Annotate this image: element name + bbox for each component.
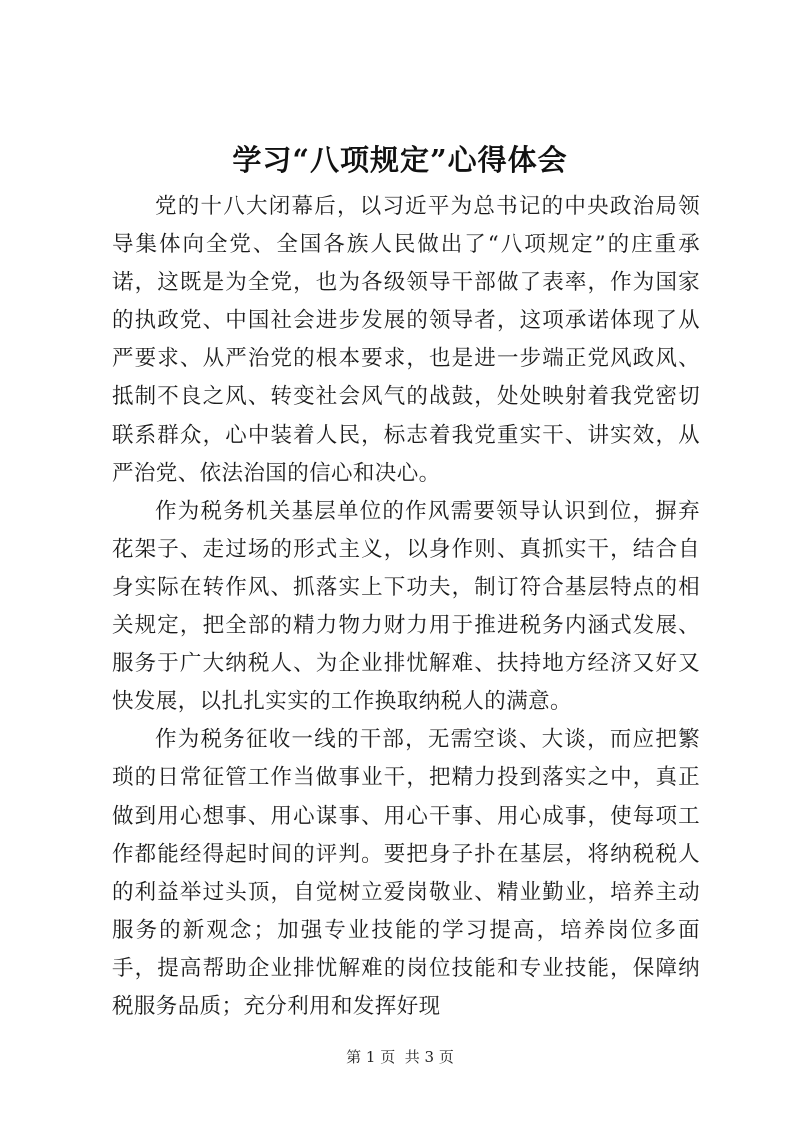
paragraph-3: 作为税务征收一线的干部，无需空谈、大谈，而应把繁琐的日常征管工作当做事业干，把精力投到落实之中，真正做到用心想事、用心谋事、用心干事、用心成事，使每项工作都能经得起时间的评判。要把身子扑在基层，将纳税税人的利益举过头顶，自觉树立爱岗敬业、精业勤业，培养主动服务的新观念；加强专业技能的学习提高，培养岗位多面手，提高帮助企业排忧解难的岗位技能和专业技能，保障纳税服务品质；充分利用和发挥好现 (112, 727, 700, 1019)
page-number-footer: 第 1 页 共 3 页 (346, 1048, 454, 1066)
paragraph-2: 作为税务机关基层单位的作风需要领导认识到位，摒弃花架子、走过场的形式主义，以身作则、真抓实干，结合自身实际在转作风、抓落实上下功夫，制订符合基层特点的相关规定，把全部的精力物力财力用于推进税务内涵式发展、服务于广大纳税人、为企业排忧解难、扶持地方经济又好又快发展，以扎扎实实的工作换取纳税人的满意。 (112, 498, 700, 715)
document-body (112, 188, 700, 1026)
document-title: 学习“八项规定”心得体会 (232, 143, 568, 177)
paragraph-1: 党的十八大闭幕后，以习近平为总书记的中央政治局领导集体向全党、全国各族人民做出了“八项规定”的庄重承诺，这既是为全党，也为各级领导干部做了表率，作为国家的执政党、中国社会进步发展的领导者，这项承诺体现了从严要求、从严治党的根本要求，也是进一步端正党风政风、抵制不良之风、转变社会风气的战鼓，处处映射着我党密切联系群众，心中装着人民，标志着我党重实干、讲实效，从严治党、依法治国的信心和决心。 (112, 194, 700, 486)
